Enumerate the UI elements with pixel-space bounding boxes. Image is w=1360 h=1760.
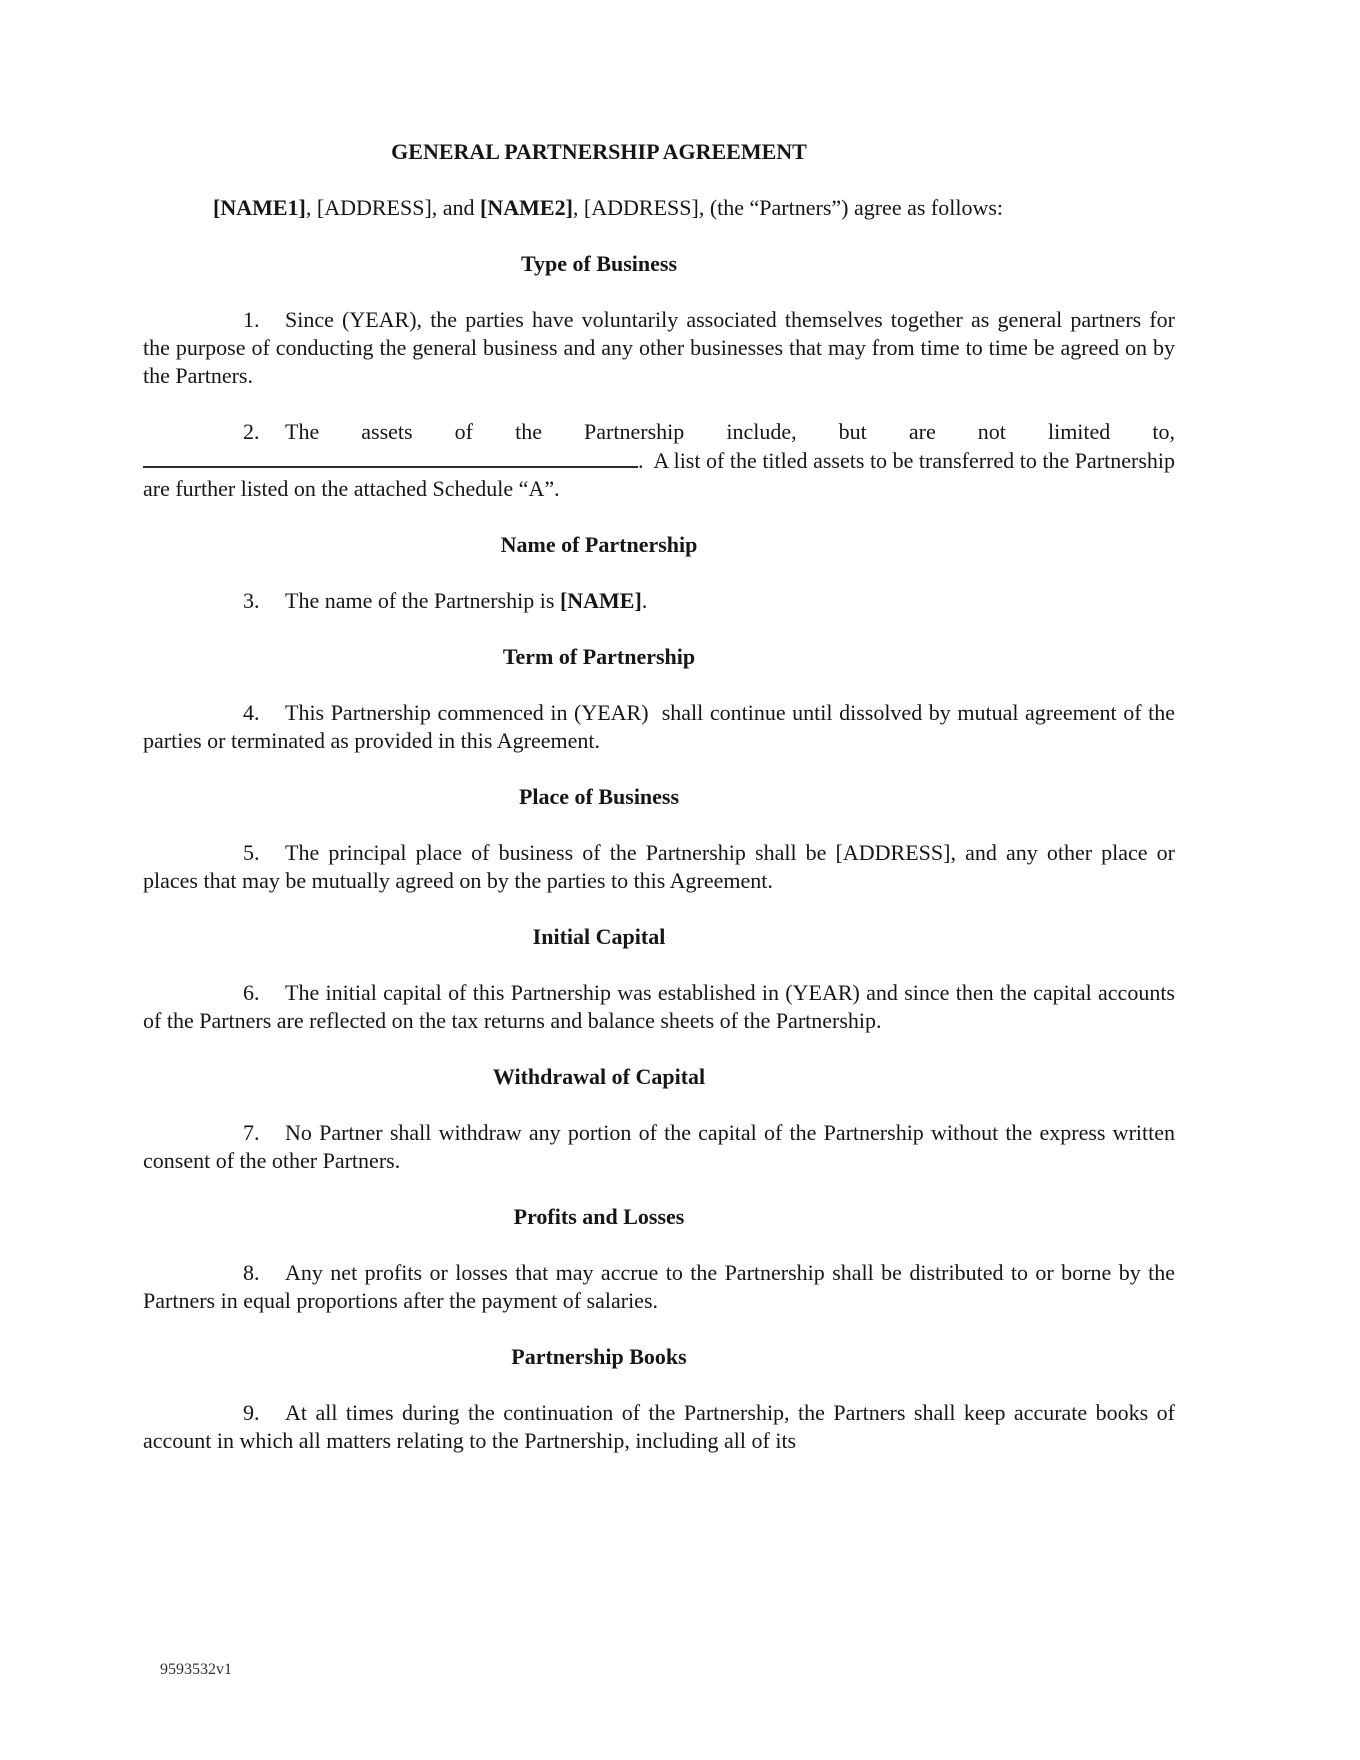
section-heading-place-of-business: Place of Business — [518, 784, 680, 809]
section-heading-initial-capital: Initial Capital — [532, 924, 666, 949]
partnership-name-placeholder: [NAME] — [559, 588, 642, 613]
paragraph-7 — [143, 1119, 1175, 1175]
paragraph-number: 2. — [243, 419, 260, 444]
paragraph-number: 5. — [243, 840, 260, 865]
paragraph-number: 1. — [243, 307, 260, 332]
paragraph-number: 7. — [243, 1120, 260, 1145]
party-name-1: [NAME1] — [213, 195, 306, 220]
paragraph-text: No Partner shall withdraw any portion of the capital of the Partnership without the express written consent of the other Partners. — [143, 1120, 1175, 1173]
paragraph-9 — [143, 1399, 1175, 1455]
intro-paragraph — [143, 194, 1175, 222]
paragraph-1 — [143, 306, 1175, 390]
paragraph-text: The assets of the Partnership include, but are not limited to, — [285, 419, 1175, 444]
section-heading-withdrawal-of-capital: Withdrawal of Capital — [492, 1064, 706, 1089]
section-heading-profits-and-losses: Profits and Losses — [513, 1204, 685, 1229]
intro-text: , [ADDRESS], and — [305, 195, 481, 220]
paragraph-text: . — [641, 588, 648, 613]
paragraph-text: The initial capital of this Partnership was established in (YEAR) and since then the capital accounts of the Partners are reflected on the tax returns and balance sheets of the Partnership. — [143, 980, 1175, 1033]
paragraph-text: The principal place of business of the Partnership shall be [ADDRESS], and any other place or places that may be mutually agreed on by the parties to this Agreement. — [143, 840, 1175, 893]
section-heading-name-of-partnership: Name of Partnership — [500, 532, 698, 557]
paragraph-text: This Partnership commenced in (YEAR) shall continue until dissolved by mutual agreement of the parties or terminated as provided in this Agreement. — [143, 700, 1175, 753]
paragraph-6 — [143, 979, 1175, 1035]
paragraph-number: 4. — [243, 700, 260, 725]
paragraph-8 — [143, 1259, 1175, 1315]
footer-document-id: 9593532v1 — [160, 1661, 232, 1678]
paragraph-number: 6. — [243, 980, 260, 1005]
section-heading-type-of-business: Type of Business — [520, 251, 678, 276]
intro-text: , [ADDRESS], (the “Partners”) agree as follows: — [572, 195, 1004, 220]
paragraph-number: 8. — [243, 1260, 260, 1285]
section-heading-term-of-partnership: Term of Partnership — [502, 644, 696, 669]
paragraph-number: 3. — [243, 588, 260, 613]
paragraph-3 — [143, 587, 1175, 615]
paragraph-text: At all times during the continuation of the Partnership, the Partners shall keep accurate books of account in which all matters relating to the Partnership, including all of its — [143, 1400, 1175, 1453]
paragraph-text: Any net profits or losses that may accrue to the Partnership shall be distributed to or borne by the Partners in equal proportions after the payment of salaries. — [143, 1260, 1175, 1313]
paragraph-text: Since (YEAR), the parties have voluntarily associated themselves together as general partners for the purpose of conducting the general business and any other businesses that may from time to time be agreed on by the Partners. — [143, 307, 1175, 388]
section-heading-partnership-books: Partnership Books — [511, 1344, 687, 1369]
paragraph-text: . A list of the titled assets to be transferred to the Partnership are further listed on the attached Schedule “A”. — [143, 448, 1175, 501]
party-name-2: [NAME2] — [480, 195, 573, 220]
document-title: GENERAL PARTNERSHIP AGREEMENT — [391, 139, 807, 164]
paragraph-number: 9. — [243, 1400, 260, 1425]
paragraph-4 — [143, 699, 1175, 755]
paragraph-text: The name of the Partnership is — [285, 588, 560, 613]
paragraph-5 — [143, 839, 1175, 895]
paragraph-2 — [143, 418, 1175, 503]
fill-in-blank-line — [143, 446, 638, 468]
